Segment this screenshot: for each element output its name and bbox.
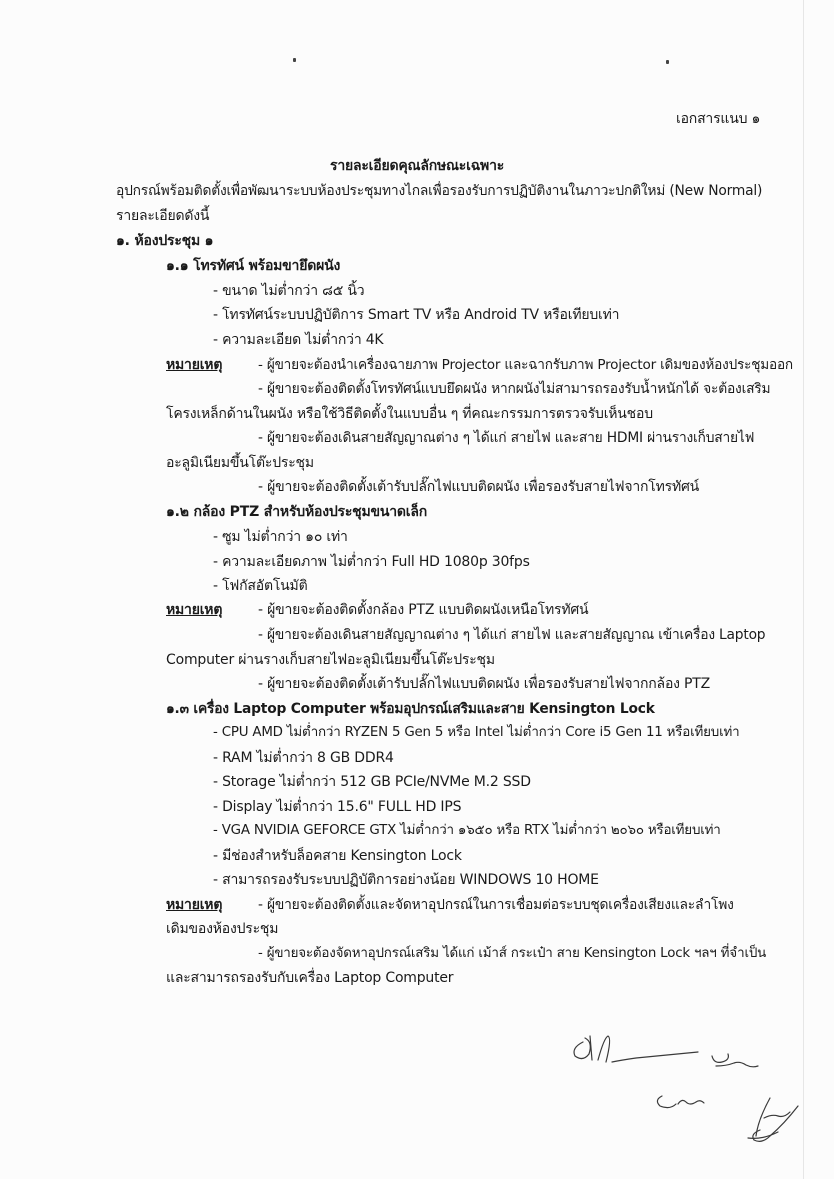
note-line: - ผู้ขายจะต้องนำเครื่องฉายภาพ Projector และฉากรับภาพ Projector เดิมของห้องประชุมออก [258, 357, 793, 373]
signature-stroke [598, 1036, 610, 1062]
note-line: เดิมของห้องประชุม [166, 921, 279, 937]
item-heading: ๑.๒ กล้อง PTZ สำหรับห้องประชุมขนาดเล็ก [166, 504, 428, 520]
spec-line: - CPU AMD ไม่ต่ำกว่า RYZEN 5 Gen 5 หรือ Intel ไม่ต่ำกว่า Core i5 Gen 11 หรือเทียบเท่า [213, 725, 740, 740]
section-heading: ๑. ห้องประชุม ๑ [116, 233, 214, 249]
signature-stroke [764, 1112, 790, 1118]
note-line: - ผู้ขายจะต้องเดินสายสัญญาณต่าง ๆ ได้แก่ สายไฟ และสายสัญญาณ เข้าเครื่อง Laptop [258, 627, 766, 643]
note-label: หมายเหตุ [166, 602, 223, 618]
note-label: หมายเหตุ [166, 357, 223, 373]
note-line: - ผู้ขายจะต้องจัดหาอุปกรณ์เสริม ได้แก่ เม้าส์ กระเป๋า สาย Kensington Lock ฯลฯ ที่จำเป็น [258, 946, 767, 961]
note-label: หมายเหตุ [166, 897, 223, 913]
signature-stroke [712, 1054, 728, 1062]
note-line: โครงเหล็กด้านในผนัง หรือใช้วิธีติดตั้งในแบบอื่น ๆ ที่คณะกรรมการตรวจรับเห็นชอบ [166, 406, 653, 422]
spec-line: - ซูม ไม่ต่ำกว่า ๑๐ เท่า [213, 529, 348, 545]
spec-line: - Storage ไม่ต่ำกว่า 512 GB PCIe/NVMe M.2 SSD [213, 774, 531, 790]
note-line: - ผู้ขายจะต้องติดตั้งโทรทัศน์แบบยึดผนัง หากผนังไม่สามารถรองรับน้ำหนักได้ จะต้องเสริม [258, 381, 771, 397]
signature-stroke [657, 1096, 676, 1108]
spec-line: - RAM ไม่ต่ำกว่า 8 GB DDR4 [213, 750, 394, 766]
note-line: - ผู้ขายจะต้องติดตั้งเต้ารับปลั๊กไฟแบบติดผนัง เพื่อรองรับสายไฟจากโทรทัศน์ [258, 479, 700, 495]
item-heading: ๑.๑ โทรทัศน์ พร้อมขายึดผนัง [166, 258, 341, 274]
signature-stroke [678, 1100, 704, 1104]
spec-line: - Display ไม่ต่ำกว่า 15.6" FULL HD IPS [213, 799, 462, 815]
spec-line: - VGA NVIDIA GEFORCE GTX ไม่ต่ำกว่า ๑๖๕๐ หรือ RTX ไม่ต่ำกว่า ๒๐๖๐ หรือเทียบเท่า [213, 823, 721, 838]
signature-stroke [574, 1038, 590, 1059]
spec-line: - ความละเอียดภาพ ไม่ต่ำกว่า Full HD 1080p 30fps [213, 554, 530, 570]
note-line: - ผู้ขายจะต้องติดตั้งและจัดหาอุปกรณ์ในการเชื่อมต่อระบบชุดเครื่องเสียงและลำโพง [258, 897, 734, 913]
document-title: รายละเอียดคุณลักษณะเฉพาะ [330, 158, 505, 174]
spec-line: - โฟกัสอัตโนมัติ [213, 578, 308, 594]
note-line: อะลูมิเนียมขึ้นโต๊ะประชุม [166, 455, 314, 471]
note-line: และสามารถรองรับกับเครื่อง Laptop Computer [166, 970, 454, 986]
signature-stroke [753, 1106, 798, 1141]
note-line: - ผู้ขายจะต้องเดินสายสัญญาณต่าง ๆ ได้แก่ สายไฟ และสาย HDMI ผ่านรางเก็บสายไฟ [258, 430, 755, 446]
spec-line: - มีช่องสำหรับล็อคสาย Kensington Lock [213, 848, 462, 864]
note-line: - ผู้ขายจะต้องติดตั้งเต้ารับปลั๊กไฟแบบติดผนัง เพื่อรองรับสายไฟจากกล้อง PTZ [258, 676, 711, 692]
intro-line: รายละเอียดดังนี้ [116, 208, 210, 224]
signature-stroke [612, 1052, 698, 1062]
note-line: - ผู้ขายจะต้องติดตั้งกล้อง PTZ แบบติดผนังเหนือโทรทัศน์ [258, 602, 589, 618]
spec-line: - โทรทัศน์ระบบปฏิบัติการ Smart TV หรือ Android TV หรือเทียบเท่า [213, 307, 620, 323]
intro-line: อุปกรณ์พร้อมติดตั้งเพื่อพัฒนาระบบห้องประชุมทางไกลเพื่อรองรับการปฏิบัติงานในภาวะปกติใหม่ (New Normal) [116, 183, 763, 199]
note-line: Computer ผ่านรางเก็บสายไฟอะลูมิเนียมขึ้นโต๊ะประชุม [166, 652, 495, 668]
spec-line: - ขนาด ไม่ต่ำกว่า ๘๕ นิ้ว [213, 283, 365, 299]
spec-line: - สามารถรองรับระบบปฏิบัติการอย่างน้อย WINDOWS 10 HOME [213, 872, 599, 888]
item-heading: ๑.๓ เครื่อง Laptop Computer พร้อมอุปกรณ์เสริมและสาย Kensington Lock [166, 701, 655, 717]
spec-line: - ความละเอียด ไม่ต่ำกว่า 4K [213, 332, 384, 348]
signature-stroke [716, 1062, 758, 1066]
attachment-label: เอกสารแนบ ๑ [676, 111, 761, 127]
